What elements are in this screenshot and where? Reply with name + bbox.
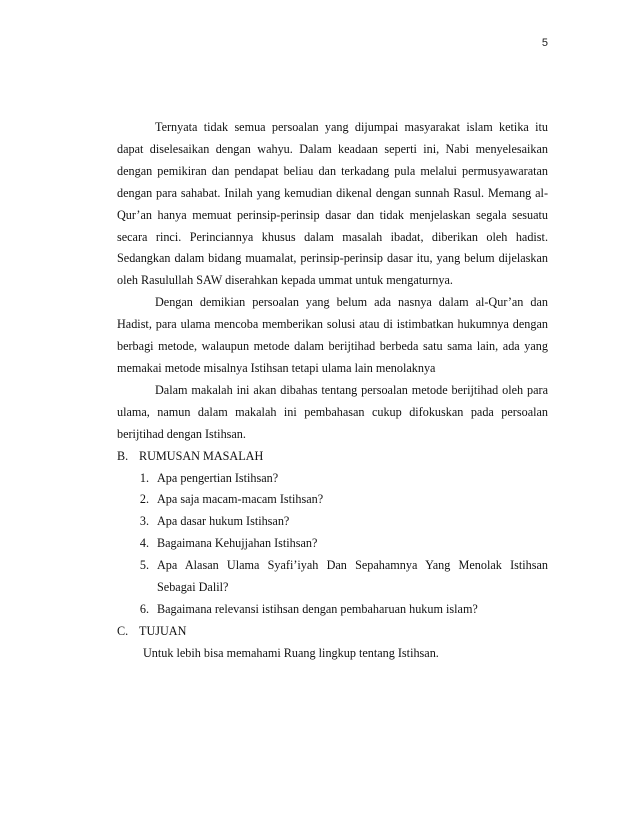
- problem-list: [117, 468, 548, 621]
- list-item-number: 2.: [139, 492, 149, 507]
- list-item-number: 6.: [139, 601, 149, 616]
- document-body: [117, 117, 548, 665]
- list-item-number: 5.: [139, 558, 149, 573]
- list-item-number: 1.: [139, 470, 149, 485]
- list-item: [117, 599, 548, 621]
- paragraph-3: Dalam makalah ini akan dibahas tentang persoalan metode berijtihad oleh para ulama, namun dalam makalah ini pembahasan cukup difokuskan pada persoalan berijtihad dengan Istihsan.: [117, 382, 548, 441]
- section-c-heading: [117, 621, 548, 643]
- list-item-number: 3.: [139, 514, 149, 529]
- list-item-text: Apa pengertian Istihsan?: [157, 470, 279, 485]
- list-item: [117, 468, 548, 490]
- list-item-text: Apa saja macam-macam Istihsan?: [157, 492, 324, 507]
- list-item: [117, 511, 548, 533]
- list-item: [117, 489, 548, 511]
- list-item-text: Apa dasar hukum Istihsan?: [157, 514, 290, 529]
- page-number: 5: [541, 37, 548, 49]
- list-item-number: 4.: [139, 536, 149, 551]
- list-item-text: Bagaimana relevansi istihsan dengan pembaharuan hukum islam?: [157, 601, 478, 616]
- list-item: [117, 533, 548, 555]
- section-c-letter: C.: [117, 623, 129, 638]
- list-item: [117, 555, 548, 599]
- section-c-title: TUJUAN: [139, 623, 187, 638]
- section-b-letter: B.: [117, 448, 129, 463]
- section-b-heading: [117, 446, 548, 468]
- section-b-title: RUMUSAN MASALAH: [139, 448, 264, 463]
- paragraph-2: Dengan demikian persoalan yang belum ada nasnya dalam al-Qur’an dan Hadist, para ulama mencoba memberikan solusi atau di istimbatkan hukumnya dengan berbagi metode, walaupun metode dalam berijtihad berbeda satu sama lain, ada yang memakai metode misalnya Istihsan tetapi ulama lain menolaknya: [117, 295, 548, 375]
- paragraph-1: Ternyata tidak semua persoalan yang dijumpai masyarakat islam ketika itu dapat diselesaikan dengan wahyu. Dalam keadaan seperti ini, Nabi menyelesaikan dengan pemikiran dan pendapat beliau dan terkadang pula melalui permusyawaratan dengan para sahabat. Inilah yang kemudian dikenal dengan sunnah Rasul. Memang al-Qur’an hanya memuat perinsip-perinsip dasar dan tidak menjelaskan segala sesuatu secara rinci. Perinciannya khusus dalam masalah ibadat, diberikan oleh hadist. Sedangkan dalam bidang muamalat, perinsip-perinsip dasar itu, yang belum dijelaskan oleh Rasulullah SAW diserahkan kepada ummat untuk mengaturnya.: [117, 120, 548, 288]
- list-item-text: Bagaimana Kehujjahan Istihsan?: [157, 536, 318, 551]
- section-c-text: Untuk lebih bisa memahami Ruang lingkup tentang Istihsan.: [143, 645, 439, 660]
- list-item-text: Apa Alasan Ulama Syafi’iyah Dan Sepahamnya Yang Menolak Istihsan Sebagai Dalil?: [157, 558, 548, 595]
